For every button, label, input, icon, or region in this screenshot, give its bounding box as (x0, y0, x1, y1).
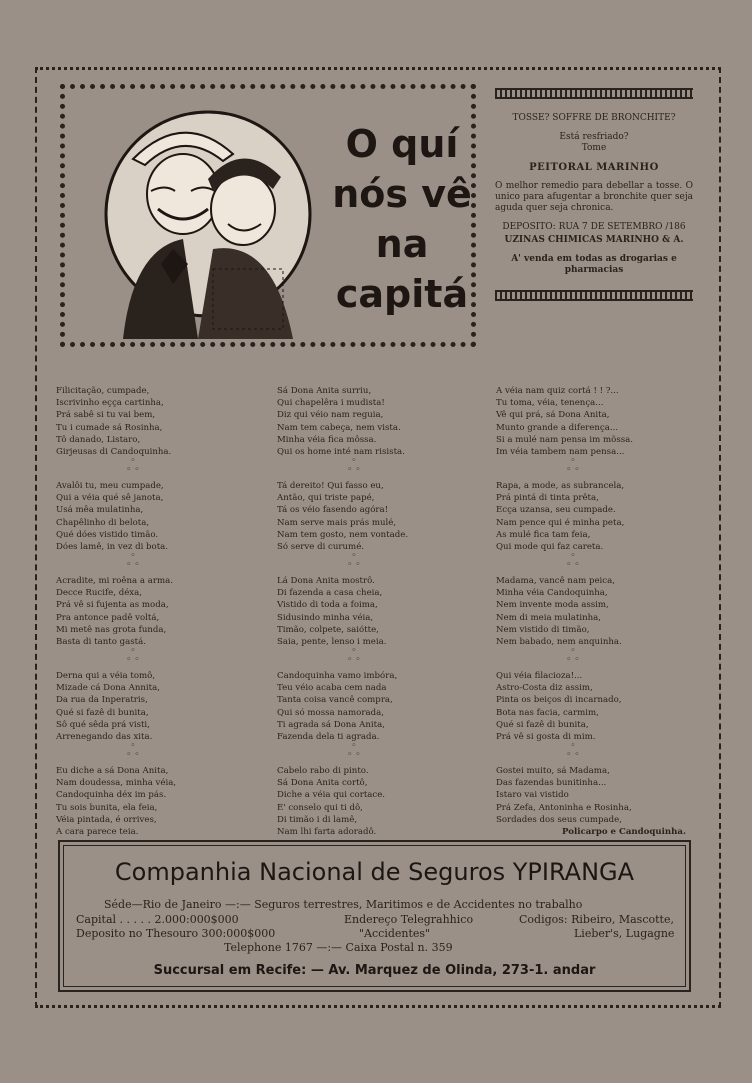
poem-line: Nem invente moda assim, (496, 600, 609, 611)
poem-line: Di timão i di lamê, (277, 814, 358, 825)
poem-line: Vistido di toda a foima, (277, 600, 378, 611)
poem-line: Saia, pente, lenso i meia. (277, 637, 387, 648)
insurance-capital: Capital . . . . . 2.000:000$000 (76, 913, 239, 926)
stanza-ornament: ◦ ◦ ◦ (347, 456, 361, 475)
poem-line: A véia nam quiz cortá ! ! ?... (496, 386, 619, 396)
poem-stanza (496, 480, 696, 575)
stanza-ornament: ◦ ◦ ◦ (566, 456, 580, 475)
poem-line: Acradite, mi roêna a arma. (56, 576, 173, 586)
poem-stanza (56, 385, 256, 480)
insurance-telephone: Telephone 1767 —:— Caixa Postal n. 359 (224, 941, 453, 954)
poem-line: Derna qui a véia tomô, (56, 671, 156, 681)
poem-line: Prá sabê si tu vai bem, (56, 410, 156, 421)
poem-line: Sô qué sêda prá visti, (56, 719, 150, 730)
poem-line: Qui só mossa namorada, (277, 707, 384, 718)
poem-line: Nem vistido di timão, (496, 624, 590, 635)
poem-line: Chapêlinho di belota, (56, 517, 150, 528)
poem-line: Qué dóes vistido timão. (56, 529, 159, 540)
poem-line: Minha véia fica môssa. (277, 434, 377, 445)
stanza-ornament: ◦ ◦ ◦ (347, 551, 361, 570)
peitoral-advertisement (495, 88, 693, 301)
poem-line: Qui véia filacioza!... (496, 671, 583, 681)
insurance-sede: Séde—Rio de Janeiro —:— Seguros terrestres, Maritimos e de Accidentes no trabalho (104, 898, 583, 911)
poem-line: Tu sois bunita, ela feia, (56, 802, 158, 813)
insurance-deposito: Deposito no Thesouro 300:000$000 (76, 927, 276, 940)
poem-line: Filicitação, cumpade, (56, 386, 150, 396)
poem-line: Fazenda dela ti agrada. (277, 732, 380, 743)
poem-line: A cara parece teia. (56, 827, 139, 838)
poem-line: Só serve di curumé. (277, 542, 365, 553)
poem-line: Prá pintá di tinta prêta, (496, 493, 599, 504)
poem-line: Pra antonce padê voltá, (56, 612, 160, 623)
insurance-endereco-label: Endereço Telegrahhico (344, 913, 474, 926)
poem-line: Nem di meia mulatinha, (496, 612, 601, 623)
stanza-ornament: ◦ ◦ ◦ (566, 741, 580, 760)
poem-stanza (496, 575, 696, 670)
poem-line: Gostei muito, sá Madama, (496, 766, 610, 776)
poem-stanza (277, 480, 477, 575)
poem-stanza (496, 670, 696, 765)
poem-line: Tô danado, Listaro, (56, 434, 141, 445)
poem-line: Nam pence qui é minha peta, (496, 517, 625, 528)
ad-sale: A' venda em todas as drogarias e pharmacias (511, 254, 677, 275)
poem-line: Avalôi tu, meu cumpade, (56, 481, 164, 491)
poem-line: Qui os home inté nam risista. (277, 447, 405, 458)
poem-line: Di fazenda a casa cheia, (277, 588, 383, 599)
poem-line: Nam tem gosto, nem vontade. (277, 529, 409, 540)
poem-stanza (277, 385, 477, 480)
stanza-ornament: ◦ ◦ ◦ (126, 741, 140, 760)
poem-line: Teu véio acaba cem nada (277, 683, 387, 694)
poem-stanza (56, 480, 256, 575)
poem-line: Sá Dona Anita cortô, (277, 778, 368, 789)
insurance-codigos2: Lieber's, Lugagne (574, 927, 675, 940)
poem-line: Nam serve mais prás mulé, (277, 517, 397, 528)
poem-line: Diche a véia qui cortace. (277, 790, 386, 801)
stanza-ornament: ◦ ◦ ◦ (347, 741, 361, 760)
ad-body: O melhor remedio para debellar a tosse. O unico para afugentar a bronchite quer seja aguda quer seja chronica. (495, 181, 693, 213)
poem-stanza (496, 385, 696, 480)
poem-line: Munto grande a diferença... (496, 422, 619, 433)
poem-line: Dóes lamê, in vez di bota. (56, 542, 169, 553)
ad-product: PEITORAL MARINHO (529, 162, 659, 173)
ad-top-rule (495, 88, 693, 99)
poem-line: Girjeusas di Candoquinha. (56, 447, 172, 458)
poem-line: Arrenegando das xita. (56, 732, 153, 743)
poem-line: Da rua da Inperatris, (56, 695, 148, 706)
poem-stanza (56, 575, 256, 670)
poem-line: Mizade cá Dona Annita, (56, 683, 160, 694)
poem-line: Timão, colpete, saiótte, (277, 624, 379, 635)
poem-line: Im véia tambem nam pensa... (496, 447, 625, 458)
poem-line: Policarpo e Candoquinha. (562, 827, 686, 838)
insurance-title: Companhia Nacional de Seguros YPIRANGA (114, 858, 635, 886)
poem-line: Usá mêa mulatinha, (56, 505, 144, 516)
poem-line: Qui mode qui faz careta. (496, 542, 604, 553)
poem-stanza (56, 670, 256, 765)
poem-line: Ti agrada sá Dona Anita, (277, 719, 385, 730)
stanza-ornament: ◦ ◦ ◦ (126, 551, 140, 570)
stanza-ornament: ◦ ◦ ◦ (566, 646, 580, 665)
poem-line: Lá Dona Anita mostrô. (277, 576, 375, 586)
poem-line: Qué si fazê di bunita, (56, 707, 149, 718)
poem-line: Sá Dona Anita surriu, (277, 386, 372, 396)
poem-stanza (277, 575, 477, 670)
poem-line: Eu diche a sá Dona Anita, (56, 766, 169, 776)
ad-headline: TOSSE? SOFFRE DE BRONCHITE? (512, 113, 676, 123)
insurance-advertisement (58, 840, 691, 992)
ad-deposit: DEPOSITO: RUA 7 DE SETEMBRO /186 (502, 222, 686, 232)
poem-line: Qué si fazê di bunita, (496, 719, 589, 730)
ad-line2: Tome (581, 143, 607, 153)
poem-line: Cabelo rabo di pinto. (277, 766, 369, 776)
poem-line: Bota nas facia, carmim, (496, 707, 599, 718)
insurance-codigos: Codigos: Ribeiro, Mascotte, (519, 913, 674, 926)
stanza-ornament: ◦ ◦ ◦ (126, 646, 140, 665)
poem-line: Tu i cumade sá Rosinha, (56, 422, 163, 433)
poem-line: Pinta os beiços di incarnado, (496, 695, 622, 706)
poem-line: Sordades dos seus cumpade, (496, 814, 622, 825)
couple-illustration (103, 99, 313, 339)
poem-line: E' conselo qui ti dô, (277, 802, 363, 813)
insurance-endereco-value: "Accidentes" (359, 927, 431, 940)
poem-line: Ecça uzansa, seu cumpade. (496, 505, 616, 516)
cartoon-panel (60, 84, 476, 347)
poem-line: As mulé fica tam feia, (496, 529, 591, 540)
stanza-ornament: ◦ ◦ ◦ (566, 551, 580, 570)
poem-line: Candoquinha vamo imbóra, (277, 671, 398, 681)
poem-line: Madama, vancê nam peica, (496, 576, 615, 586)
poem-line: Mi metê nas grota funda, (56, 624, 167, 635)
poem-line: Decce Rucife, déxa, (56, 588, 143, 599)
stanza-ornament: ◦ ◦ ◦ (347, 646, 361, 665)
poem-line: Prá Zefa, Antoninha e Rosinha, (496, 802, 632, 813)
poem-line: Qui a véia qué sê janota, (56, 493, 164, 504)
poem-line: Antão, qui triste papé, (277, 493, 375, 504)
ad-bottom-rule (495, 290, 693, 301)
poem-line: Prá vê si fujenta as moda, (56, 600, 169, 611)
insurance-inner-frame (63, 845, 686, 987)
poem-line: Iscrivinho eçça cartinha, (56, 398, 164, 409)
poem-line: Tá dereito! Qui fasso eu, (277, 481, 384, 491)
poem-stanza (277, 670, 477, 765)
poem-line: Basta di tanto gastá. (56, 637, 146, 648)
poem-line: Sidusindo minha véia, (277, 612, 374, 623)
poem-line: Véia pintada, é orrives, (56, 814, 157, 825)
poem-line: Tu toma, véia, tenença... (496, 398, 604, 409)
insurance-succursal: Succursal em Recife: — Av. Marquez de Olinda, 273-1. andar (153, 963, 596, 978)
poem-line: Diz qui véio nam reguia, (277, 410, 384, 421)
cartoon-title: O quí nós vê na capitá (332, 122, 472, 316)
poem-line: Minha véia Candoquinha, (496, 588, 608, 599)
ad-maker: UZINAS CHIMICAS MARINHO & A. (504, 235, 684, 245)
poem-line: Nem babado, nem anquinha. (496, 637, 622, 648)
poem-line: Nam lhi farta adoradô. (277, 827, 377, 838)
poem-line: Tá os véio fasendo agóra! (277, 505, 389, 516)
poem-line: Qui chapelêra i mudista! (277, 398, 385, 409)
poem-line: Astro-Costa diz assim, (496, 683, 593, 694)
poem-line: Prá vê si gosta di mim. (496, 732, 596, 743)
poem-line: Vê qui prá, sá Dona Anita, (496, 410, 610, 421)
poem-line: Candoquinha déx im pás. (56, 790, 167, 801)
poem-line: Istaro vai vistido (496, 790, 569, 801)
ad-line1: Está resfriado? (559, 132, 629, 142)
poem-column-1 (56, 385, 256, 860)
poem-line: Nam doudessa, minha véia, (56, 778, 177, 789)
poem-line: Nam tem cabeça, nem vista. (277, 422, 401, 433)
poem-line: Rapa, a mode, as subrancela, (496, 481, 625, 491)
poem-line: Si a mulé nam pensa im mõssa. (496, 434, 634, 445)
poem-line: Das fazendas bunitinha... (496, 778, 607, 789)
poem-column-3 (496, 385, 696, 860)
poem-line: Tanta coisa vancê compra, (277, 695, 393, 706)
stanza-ornament: ◦ ◦ ◦ (126, 456, 140, 475)
poem-column-2 (277, 385, 477, 860)
